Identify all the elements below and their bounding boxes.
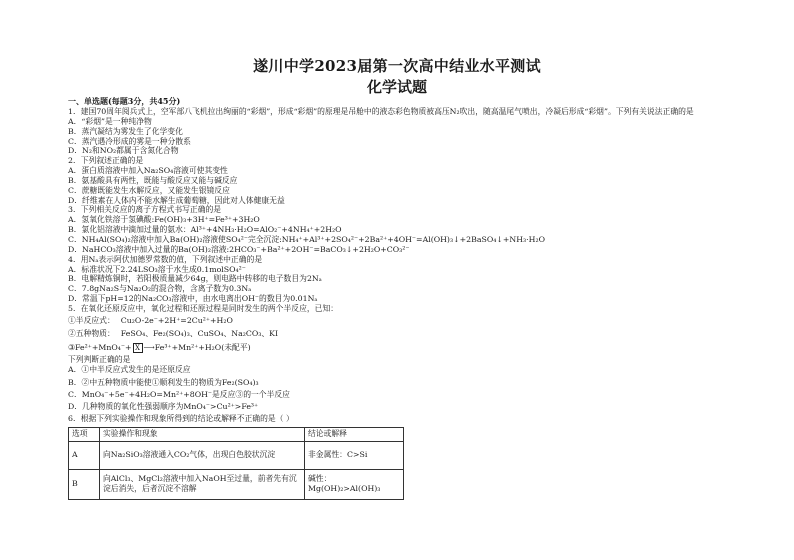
q1-option-a: A．“彩烟”是一种纯净物: [68, 116, 152, 126]
table-header-operation: 实验操作和现象: [100, 427, 305, 441]
q5-option-a: A．①中半反应式发生的是还原反应: [68, 365, 191, 375]
q2-option-d: D．纤维素在人体内不能水解生成葡萄糖，因此对人体健康无益: [68, 195, 285, 205]
table-cell-option: B: [69, 469, 100, 499]
q1-stem: 1．建国70周年阅兵式上，空军部八飞机拉出绚丽的“彩烟”，形成“彩烟”的原理是吊舱中的液态彩色物质被高压N₂吹出，随高温尾气喷出，冷凝后形成“彩烟”。下列有关说法正确的是: [68, 107, 694, 116]
table-header-row: [69, 427, 404, 441]
exam-title: 遂川中学2023届第一次高中结业水平测试: [253, 57, 541, 75]
table-cell-option: A: [69, 441, 100, 469]
q5-reaction-prefix: ③Fe²⁺+MnO₄⁻+: [68, 342, 132, 352]
q5-given-1-label: ①半反应式：: [68, 315, 115, 325]
q5-given-half-reaction: [68, 314, 730, 328]
exam-subtitle: 化学试题: [366, 78, 427, 96]
table-cell-operation: 向AlCl₃、MgCl₂溶液中加入NaOH至过量，前者先有沉淀后消失，后者沉淀不溶解: [100, 469, 305, 499]
q5-stem: 5．在氧化还原反应中，氧化过程和还原过程是同时发生的两个半反应，已知：: [68, 303, 339, 313]
q3-option-a: A．氢氧化铁溶于氢碘酸:Fe(OH)₃+3H⁺=Fe³⁺+3H₂O: [68, 215, 260, 225]
q4-option-a: A．标准状况下2.24LSO₃溶于水生成0.1molSO₄²⁻: [68, 264, 246, 274]
q2-option-b: B．氨基酸具有两性，既能与酸反应又能与碱反应: [68, 175, 238, 185]
q2-stem: 2．下列叙述正确的是: [68, 156, 144, 166]
q5-option-d: D．几种物质的氧化性强弱顺序为MnO₄⁻>Cu²⁺>Fe³⁺: [68, 401, 259, 411]
q3-option-c: C．NH₄Al(SO₄)₂溶液中加入Ba(OH)₂溶液使SO₄²⁻完全沉淀:NH₄⁺+Al³⁺+2SO₄²⁻+2Ba²⁺+4OH⁻=Al(OH)₃↓+2BaSO₄↓+NH₃·H₂O: [68, 234, 545, 244]
q5-reaction-suffix: ⟶Fe³⁺+Mn²⁺+H₂O(未配平): [143, 342, 251, 352]
question-2: [68, 156, 730, 205]
table-cell-conclusion: 非金属性：C>Si: [305, 441, 404, 469]
q5-reaction-unknown-box: X: [133, 343, 143, 353]
q5-given-1-value: Cu₂O-2e⁻+2H⁺=2Cu²⁺+H₂O: [120, 315, 233, 325]
q6-stem: 6．根据下列实验操作和现象所得到的结论或解释不正确的是（ ）: [68, 413, 294, 423]
question-4: [68, 255, 730, 304]
experiment-table: [68, 427, 404, 500]
q5-option-c: C．MnO₄⁻+5e⁻+4H₂O=Mn²⁺+8OH⁻是反应③的一个半反应: [68, 389, 290, 399]
q4-stem: 4．用Nₐ表示阿伏加德罗常数的值，下列叙述中正确的是: [68, 254, 263, 264]
table-cell-operation: 向Na₂SiO₃溶液通入CO₂气体，出现白色胶状沉淀: [100, 441, 305, 469]
q2-option-c: C．蔗糖既能发生水解反应，又能发生银镜反应: [68, 185, 230, 195]
q1-option-b: B．蒸汽凝结为雾发生了化学变化: [68, 126, 183, 136]
q5-option-b: B．②中五种物质中能使①顺利发生的物质为Fe₂(SO₄)₃: [68, 377, 259, 387]
q3-option-d: D．NaHCO₃溶液中加入过量的Ba(OH)₂溶液:2HCO₃⁻+Ba²⁺+2OH⁻=BaCO₃↓+2H₂O+CO₃²⁻: [68, 244, 410, 254]
table-header-option: 选项: [69, 427, 100, 441]
q4-option-b: B．电解精炼铜时，若阳极质量减少64g，则电路中转移的电子数目为2Nₐ: [68, 274, 322, 284]
q3-stem: 3．下列相关反应的离子方程式书写正确的是: [68, 205, 222, 215]
table-row: [69, 441, 404, 469]
section-heading: 一、单选题(每题3分，共45分): [68, 96, 181, 106]
q4-option-d: D．常温下pH=12的Na₂CO₃溶液中，由水电离出OH⁻的数目为0.01Nₐ: [68, 294, 318, 304]
q5-given-reaction: [68, 341, 730, 355]
question-5: [68, 304, 730, 413]
table-row: [69, 469, 404, 499]
question-1: [68, 107, 730, 156]
q2-option-a: A．蛋白质溶液中加入Na₂SO₄溶液可使其变性: [68, 166, 228, 176]
q1-option-c: C．蒸汽遇冷形成的雾是一种分散系: [68, 136, 191, 146]
q5-given-2-value: FeSO₄、Fe₂(SO₄)₃、CuSO₄、Na₂CO₃、KI: [120, 329, 279, 339]
q5-given-substances: [68, 327, 730, 341]
q1-option-d: D．N₂和NO₂都属于含氮化合物: [68, 146, 179, 156]
q5-given-2-label: ②五种物质：: [68, 329, 115, 339]
q3-option-b: B．氯化铝溶液中滴加过量的氨水：Al³⁺+4NH₃·H₂O=AlO₂⁻+4NH₄⁺+2H₂O: [68, 225, 342, 235]
question-6: [68, 413, 730, 500]
table-cell-conclusion: 碱性：Mg(OH)₂>Al(OH)₃: [305, 469, 404, 499]
table-header-conclusion: 结论或解释: [305, 427, 404, 441]
q5-prompt: 下列判断正确的是: [68, 355, 131, 365]
question-3: [68, 205, 730, 254]
exam-content: [68, 96, 730, 500]
q4-option-c: C．7.8gNa₂S与Na₂O₂的混合物，含离子数为0.3Nₐ: [68, 284, 252, 294]
